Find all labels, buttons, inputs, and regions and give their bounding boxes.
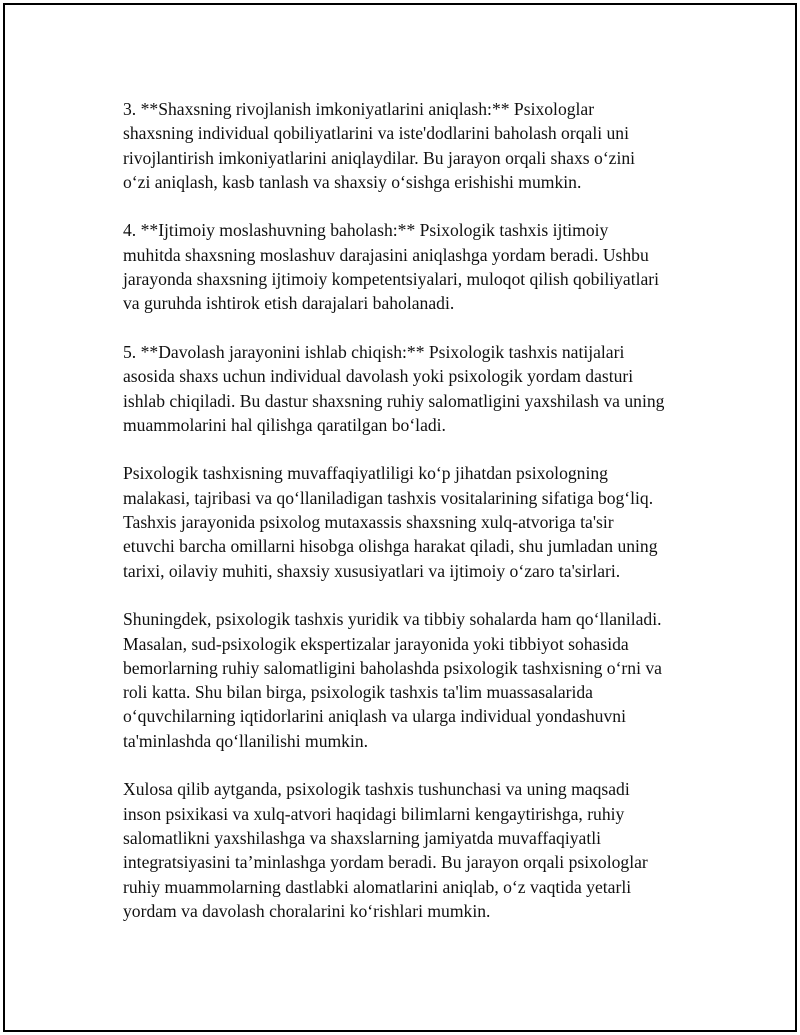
text-line: tarixi, oilaviy muhiti, shaxsiy xususiyatlari va ijtimoiy o‘zaro ta'sirlari. <box>123 560 621 581</box>
text-line: ishlab chiqiladi. Bu dastur shaxsning ruhiy salomatligini yaxshilash va uning <box>123 390 665 411</box>
page-frame <box>3 3 797 1032</box>
text-line: va guruhda ishtirok etish darajalari baholanadi. <box>123 293 455 314</box>
text-line: 4. **Ijtimoiy moslashuvning baholash:** Psixologik tashxis ijtimoiy <box>123 220 609 241</box>
paragraph-point-3 <box>123 97 703 194</box>
paragraph-point-4 <box>123 218 703 315</box>
text-line: yordam va davolash choralarini ko‘rishlari mumkin. <box>123 900 491 921</box>
text-line: 5. **Davolash jarayonini ishlab chiqish:** Psixologik tashxis natijalari <box>123 341 625 362</box>
text-line: malakasi, tajribasi va qo‘llaniladigan tashxis vositalarining sifatiga bog‘liq. <box>123 487 654 508</box>
text-line: integratsiyasini ta’minlashga yordam beradi. Bu jarayon orqali psixologlar <box>123 852 648 873</box>
paragraph-conclusion <box>123 777 703 923</box>
text-line: salomatlikni yaxshilashga va shaxslarning jamiyatda muvaffaqiyatli <box>123 827 602 848</box>
text-line: roli katta. Shu bilan birga, psixologik tashxis ta'lim muassasalarida <box>123 682 593 703</box>
paragraph-point-5 <box>123 340 703 437</box>
text-line: inson psixikasi va xulq-atvori haqidagi bilimlarni kengaytirishga, ruhiy <box>123 803 625 824</box>
text-line: o‘quvchilarning iqtidorlarini aniqlash va ularga individual yondashuvni <box>123 706 626 727</box>
text-line: muhitda shaxsning moslashuv darajasini aniqlashga yordam beradi. Ushbu <box>123 244 649 265</box>
text-line: shaxsning individual qobiliyatlarini va iste'dodlarini baholash orqali uni <box>123 123 629 144</box>
text-line: ta'minlashda qo‘llanilishi mumkin. <box>123 730 369 751</box>
text-line: etuvchi barcha omillarni hisobga olishga harakat qiladi, shu jumladan uning <box>123 536 658 557</box>
text-line: Psixologik tashxisning muvaffaqiyatliligi ko‘p jihatdan psixologning <box>123 463 608 484</box>
paragraph-applications <box>123 607 703 753</box>
text-line: ruhiy muammolarning dastlabki alomatlarini aniqlab, o‘z vaqtida yetarli <box>123 876 632 897</box>
paragraph-success-factors <box>123 461 703 582</box>
text-line: asosida shaxs uchun individual davolash yoki psixologik yordam dasturi <box>123 366 634 387</box>
text-line: o‘zi aniqlash, kasb tanlash va shaxsiy o‘sishga erishishi mumkin. <box>123 171 582 192</box>
text-line: bemorlarning ruhiy salomatligini baholashda psixologik tashxisning o‘rni va <box>123 657 662 678</box>
text-line: Shuningdek, psixologik tashxis yuridik va tibbiy sohalarda ham qo‘llaniladi. <box>123 609 662 630</box>
text-line: 3. **Shaxsning rivojlanish imkoniyatlarini aniqlash:** Psixologlar <box>123 99 595 119</box>
text-line: rivojlantirish imkoniyatlarini aniqlaydilar. Bu jarayon orqali shaxs o‘zini <box>123 147 636 168</box>
text-line: Masalan, sud-psixologik ekspertizalar jarayonida yoki tibbiyot sohasida <box>123 633 629 654</box>
document-body <box>123 97 703 947</box>
text-line: Tashxis jarayonida psixolog mutaxassis shaxsning xulq-atvoriga ta'sir <box>123 512 614 533</box>
text-line: Xulosa qilib aytganda, psixologik tashxis tushunchasi va uning maqsadi <box>123 779 630 800</box>
text-line: muammolarini hal qilishga qaratilgan bo‘ladi. <box>123 414 446 435</box>
text-line: jarayonda shaxsning ijtimoiy kompetentsiyalari, muloqot qilish qobiliyatlari <box>123 269 660 290</box>
